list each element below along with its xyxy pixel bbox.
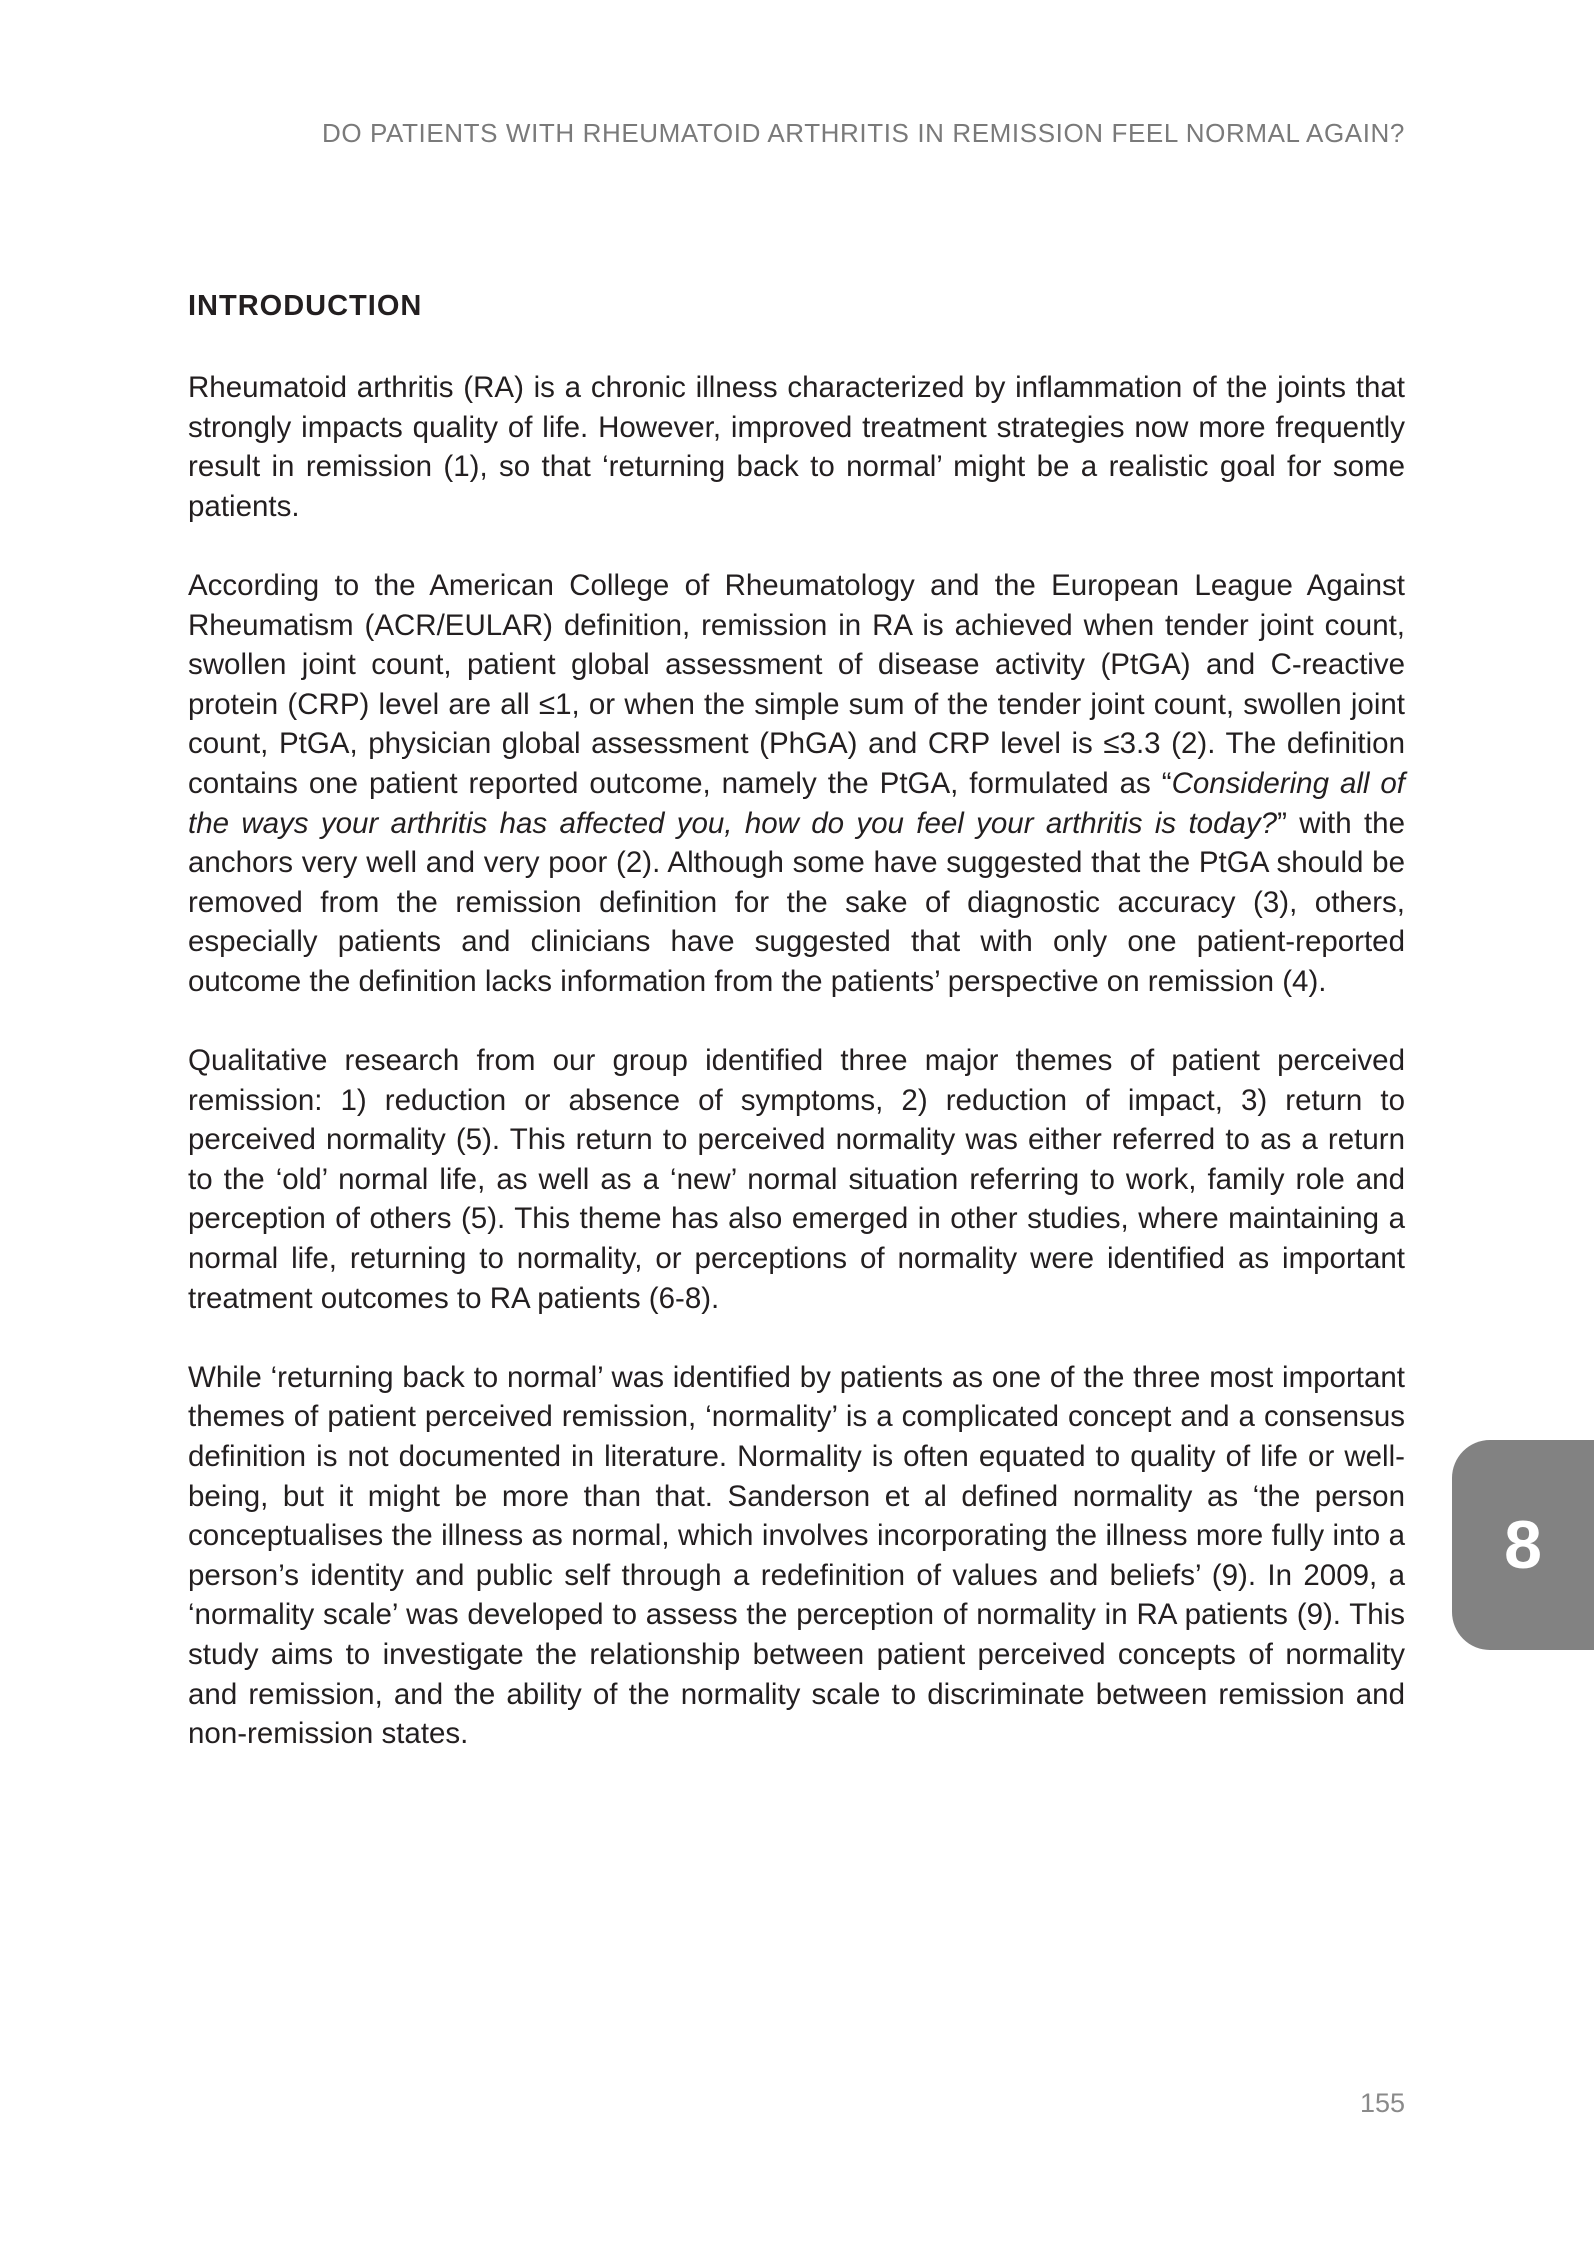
section-heading: INTRODUCTION (188, 290, 423, 322)
chapter-tab (1452, 1440, 1594, 1650)
article-body (188, 286, 1405, 1793)
paragraph-2-text-after-quote: ” with the anchors very well and very poor (2). Although some have suggested that the PtGA should be removed from the remission definition for the sake of diagnostic accuracy (3), others, especially patients and clinicians have suggested that with only one patient-reported outcome the definition lacks information from the patients’ perspective on remission (4). (188, 806, 1405, 998)
paragraph-3: Qualitative research from our group identified three major themes of patient perceived remission: 1) reduction or absence of symptoms, 2) reduction of impact, 3) return to perceived normality (5). This return to perceived normality was either referred to as a return to the ‘old’ normal life, as well as a ‘new’ normal situation referring to work, family role and perception of others (5). This theme has also emerged in other studies, where maintaining a normal life, returning to normality, or perceptions of normality were identified as important treatment outcomes to RA patients (6-8). (188, 1044, 1405, 1315)
chapter-number: 8 (1504, 1507, 1542, 1583)
paragraph-2 (188, 566, 1405, 1002)
ptga-question-quote: Considering all of the ways your arthritis has affected you, how do you feel your arthritis is today? (188, 766, 1406, 840)
page-number: 155 (1359, 2088, 1405, 2118)
paragraph-2-text-before-quote: According to the American College of Rheumatology and the European League Against Rheumatism (ACR/EULAR) definition, remission in RA is achieved when tender joint count, swollen joint count, patient global assessment of disease activity (PtGA) and C-reactive protein (CRP) level are all ≤1, or when the simple sum of the tender joint count, swollen joint count, PtGA, physician global assessment (PhGA) and CRP level is ≤3.3 (2). The definition contains one patient reported outcome, namely the PtGA, formulated as “ (188, 568, 1405, 800)
running-header: DO PATIENTS WITH RHEUMATOID ARTHRITIS IN REMISSION FEEL NORMAL AGAIN? (322, 118, 1405, 148)
paragraph-1: Rheumatoid arthritis (RA) is a chronic illness characterized by inflammation of the joints that strongly impacts quality of life. However, improved treatment strategies now more frequently result in remission (1), so that ‘returning back to normal’ might be a realistic goal for some patients. (188, 371, 1405, 523)
paragraph-4: While ‘returning back to normal’ was identified by patients as one of the three most important themes of patient perceived remission, ‘normality’ is a complicated concept and a consensus definition is not documented in literature. Normality is often equated to quality of life or well-being, but it might be more than that. Sanderson et al defined normality as ‘the person conceptualises the illness as normal, which involves incorporating the illness more fully into a person’s identity and public self through a redefinition of values and beliefs’ (9). In 2009, a ‘normality scale’ was developed to assess the perception of normality in RA patients (9). This study aims to investigate the relationship between patient perceived concepts of normality and remission, and the ability of the normality scale to discriminate between remission and non-remission states. (188, 1360, 1405, 1751)
